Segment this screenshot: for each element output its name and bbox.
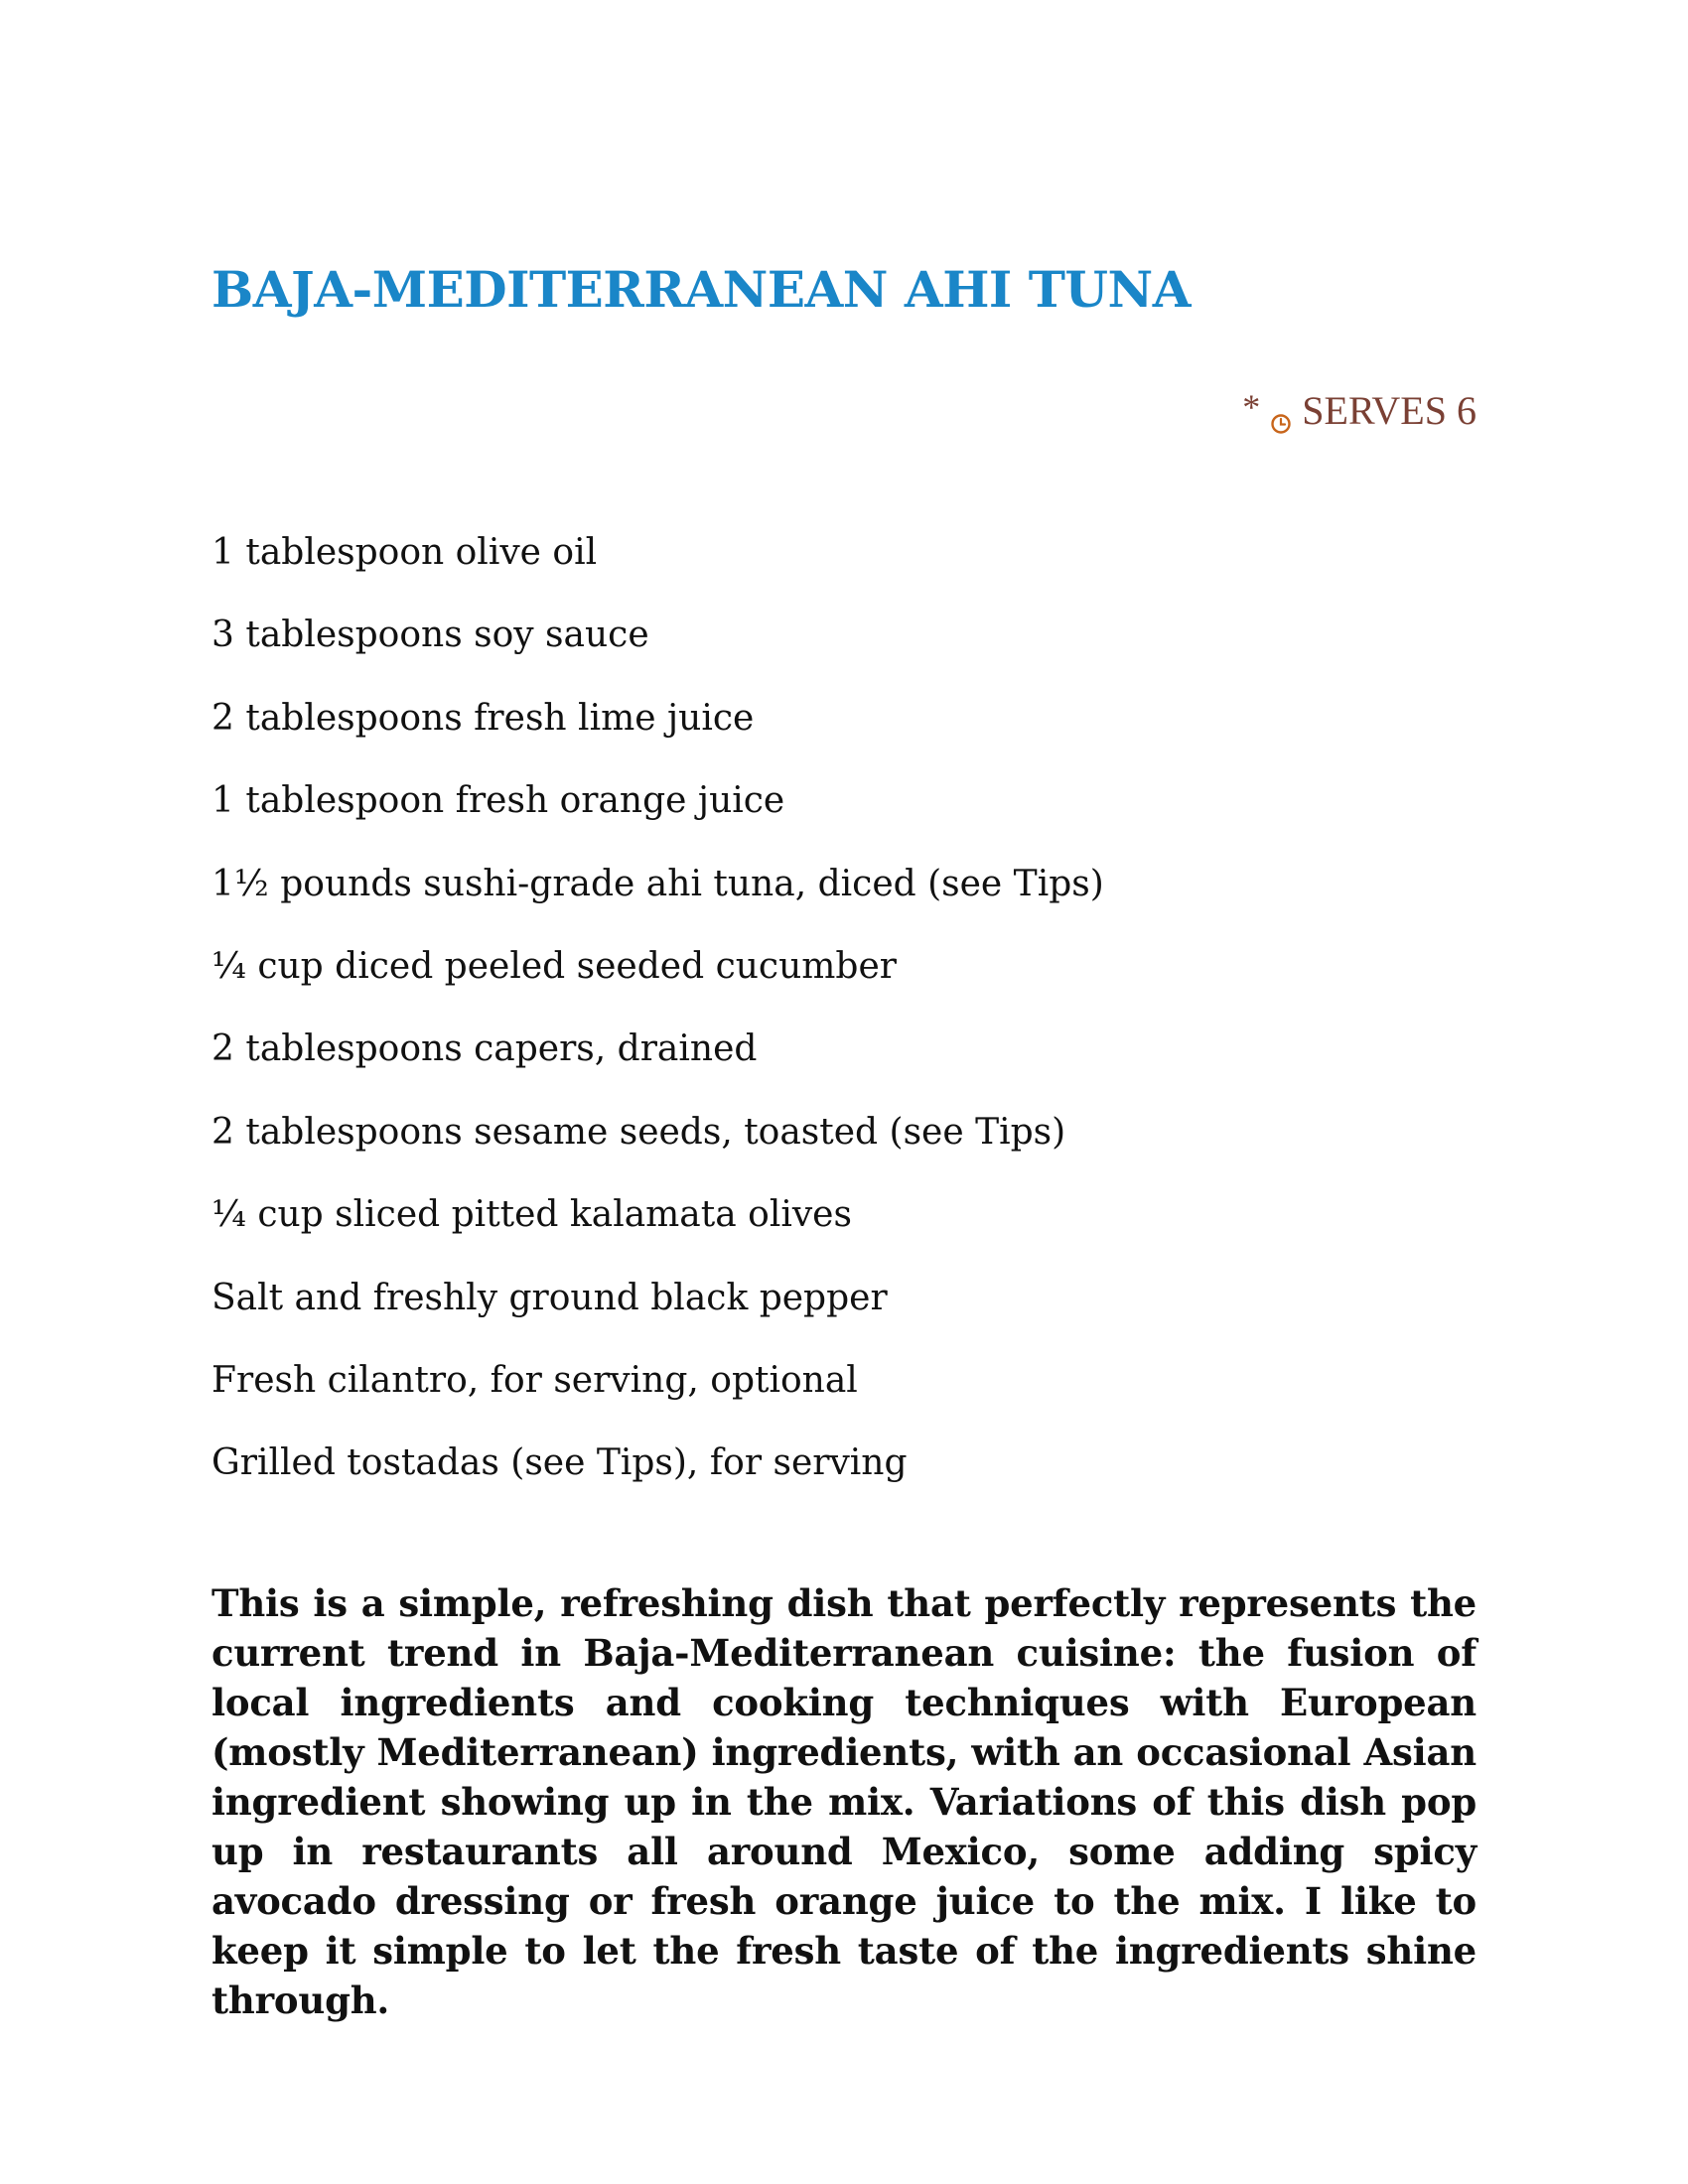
- recipe-title: BAJA-MEDITERRANEAN AHI TUNA: [211, 260, 1192, 319]
- ingredient-item: 1 tablespoon olive oil: [211, 532, 598, 573]
- ingredient-item: 2 tablespoons fresh lime juice: [211, 697, 755, 739]
- ingredient-item: 2 tablespoons capers, drained: [211, 1028, 758, 1070]
- recipe-intro: This is a simple, refreshing dish that perfectly represents the current trend in Baja-Mediterranean cuisine: the fusion of local ingredients and cooking techniques with European (mostly Mediterranean) ingredients, with an occasional Asian ingredient showing up in the mix. Variations of this dish pop up in restaurants all around Mexico, some adding spicy avocado dressing or fresh orange juice to the mix. I like to keep it simple to let the fresh taste of the ingredients shine through.: [211, 1581, 1477, 2022]
- ingredient-item: ¼ cup diced peeled seeded cucumber: [211, 945, 897, 987]
- ingredient-item: 1 tablespoon fresh orange juice: [211, 780, 785, 822]
- clock-icon: [1270, 398, 1292, 420]
- recipe-meta: [1242, 387, 1477, 434]
- ingredient-item: 2 tablespoons sesame seeds, toasted (see Tips): [211, 1111, 1066, 1153]
- ingredient-item: 3 tablespoons soy sauce: [211, 614, 649, 656]
- ingredient-item: Fresh cilantro, for serving, optional: [211, 1359, 858, 1401]
- star-marker: *: [1242, 386, 1261, 427]
- ingredient-item: ¼ cup sliced pitted kalamata olives: [211, 1194, 852, 1236]
- ingredient-item: 1½ pounds sushi-grade ahi tuna, diced (see Tips): [211, 863, 1104, 904]
- recipe-page: [211, 0, 1477, 2184]
- ingredient-item: Grilled tostadas (see Tips), for serving: [211, 1442, 908, 1484]
- ingredient-list: [211, 526, 1104, 1520]
- ingredient-item: Salt and freshly ground black pepper: [211, 1277, 888, 1318]
- serves-label: SERVES 6: [1302, 388, 1477, 433]
